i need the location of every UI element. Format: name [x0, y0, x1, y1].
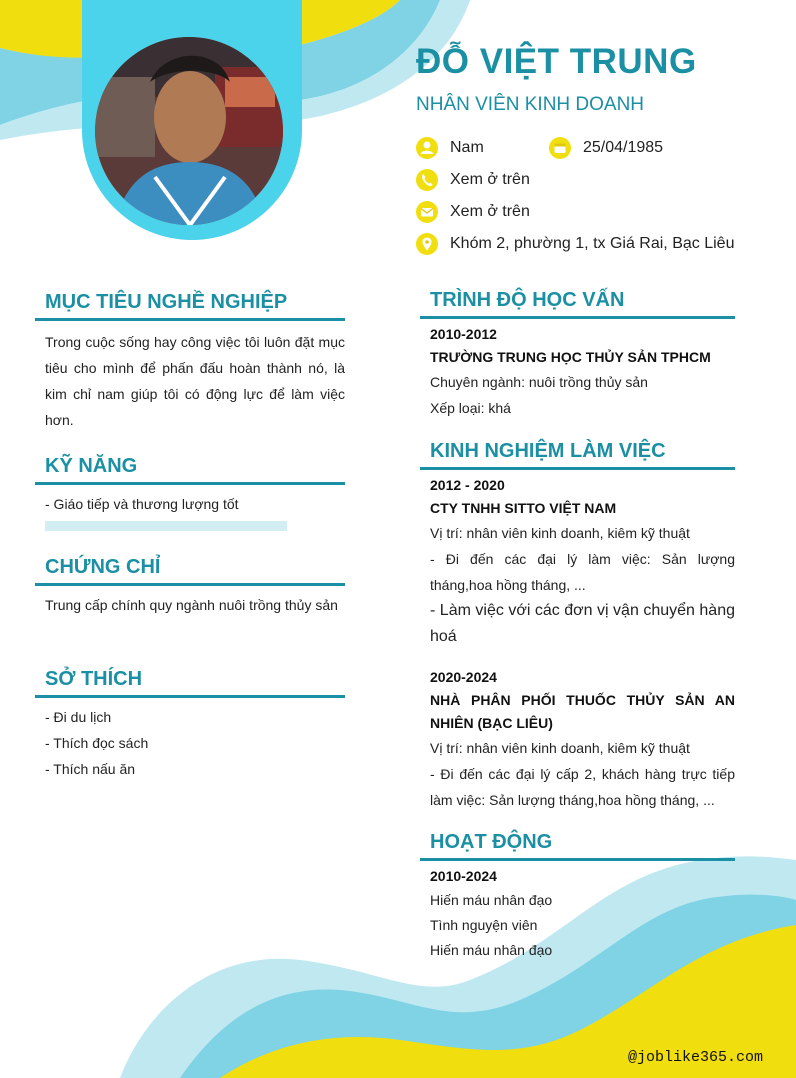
skills-title: KỸ NĂNG: [35, 452, 345, 485]
birthday-row: [549, 137, 663, 159]
company-name: CTY TNHH SITTO VIỆT NAM: [430, 500, 617, 516]
birthday-value: 25/04/1985: [583, 139, 664, 156]
education-title: TRÌNH ĐỘ HỌC VẤN: [420, 286, 735, 319]
email-icon: [416, 201, 438, 223]
email-row: [416, 201, 530, 223]
education-period: 2010-2012: [430, 326, 497, 342]
phone-row: [416, 169, 530, 191]
activity-item: Tình nguyện viên: [430, 917, 538, 933]
hobbies-title: SỞ THÍCH: [35, 665, 345, 698]
address-value: Khóm 2, phường 1, tx Giá Rai, Bạc Liêu: [450, 235, 735, 252]
job-description: - Đi đến các đại lý làm việc: Sản lượng tháng,hoa hồng tháng, ...: [430, 551, 735, 593]
activity-period: 2010-2024: [430, 868, 497, 884]
location-icon: [416, 233, 438, 255]
school-name: TRƯỜNG TRUNG HỌC THỦY SẢN TPHCM: [430, 349, 711, 365]
experience-section: [420, 437, 735, 813]
certificate-text: Trung cấp chính quy ngành nuôi trồng thủy sản: [45, 597, 338, 613]
job-period: 2012 - 2020: [430, 477, 505, 493]
objective-title: MỤC TIÊU NGHỀ NGHIỆP: [35, 288, 345, 321]
job-position: Vị trí: nhân viên kinh doanh, kiêm kỹ thuật: [430, 525, 690, 541]
job-position: Vị trí: nhân viên kinh doanh, kiêm kỹ thuật: [430, 740, 690, 756]
education-major: Chuyên ngành: nuôi trồng thủy sản: [430, 374, 648, 390]
job-title: NHÂN VIÊN KINH DOANH: [416, 94, 645, 115]
skills-section: [35, 452, 345, 531]
hobby-item: - Đi du lịch: [45, 709, 112, 725]
job-period: 2020-2024: [430, 669, 497, 685]
company-name: NHÀ PHÂN PHỐI THUỐC THỦY SẢN AN NHIÊN (BẠC LIÊU): [430, 692, 735, 731]
activities-section: [420, 828, 735, 963]
hobby-item: - Thích đọc sách: [45, 735, 149, 751]
profile-photo: [95, 37, 283, 225]
job-description: - Đi đến các đại lý cấp 2, khách hàng trực tiếp làm việc: Sản lượng tháng,hoa hồng tháng, ...: [430, 766, 735, 808]
activities-title: HOẠT ĐỘNG: [420, 828, 735, 861]
certificates-section: [35, 553, 345, 618]
activity-item: Hiến máu nhân đạo: [430, 942, 553, 958]
education-section: [420, 286, 735, 421]
address-row: [416, 233, 734, 255]
candidate-name: ĐỖ VIỆT TRUNG: [416, 42, 697, 81]
skill-item: - Giáo tiếp và thương lượng tốt: [45, 496, 239, 512]
objective-section: [35, 288, 345, 433]
phone-value: Xem ở trên: [450, 171, 530, 188]
experience-title: KINH NGHIỆM LÀM VIỆC: [420, 437, 735, 470]
certificates-title: CHỨNG CHỈ: [35, 553, 345, 586]
calendar-icon: [549, 137, 571, 159]
email-value: Xem ở trên: [450, 203, 530, 220]
user-icon: [416, 137, 438, 159]
watermark: @joblike365.com: [628, 1049, 764, 1066]
activity-item: Hiến máu nhân đạo: [430, 892, 553, 908]
job-description: - Làm việc với các đơn vị vận chuyển hàng hoá: [430, 602, 735, 645]
gender-row: [416, 137, 484, 159]
phone-icon: [416, 169, 438, 191]
skill-level-bar: [45, 521, 287, 531]
gender-value: Nam: [450, 139, 484, 156]
education-rank: Xếp loại: khá: [430, 400, 511, 416]
hobbies-section: [35, 665, 345, 782]
hobby-item: - Thích nấu ăn: [45, 761, 136, 777]
objective-text: Trong cuộc sống hay công việc tôi luôn đặt mục tiêu cho mình để phấn đấu hoàn thành nó, là kim chỉ nam giúp tôi có động lực để làm việc hơn.: [45, 334, 345, 428]
